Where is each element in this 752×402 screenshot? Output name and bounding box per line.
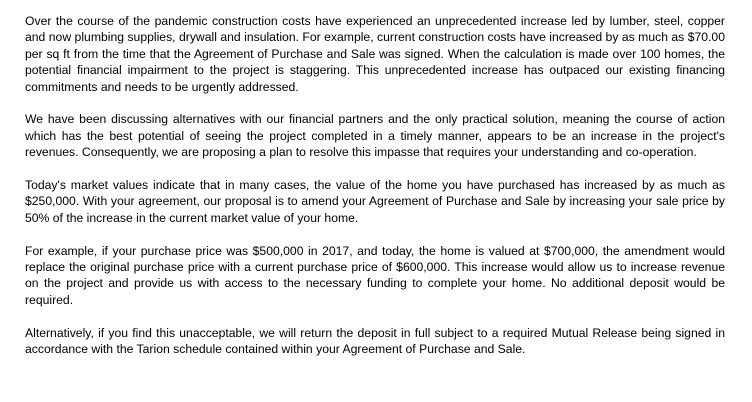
- paragraph-market-values: Today's market values indicate that in many cases, the value of the home you have purchased has increased by as much as $250,000. With your agreement, our proposal is to amend your Agreement of Purchase and Sale by increasing your sale price by 50% of the increase in the current market value of your home.: [25, 178, 725, 225]
- paragraph-alternative: Alternatively, if you find this unacceptable, we will return the deposit in full subject to a required Mutual Release being signed in accordance with the Tarion schedule contained within your Agreement of Purchase and Sale.: [25, 325, 725, 357]
- paragraph-financial-alternatives: We have been discussing alternatives with our financial partners and the only practical solution, meaning the course of action which has the best potential of seeing the project completed in a timely manner, appears to be an increase in the project's revenues. Consequently, we are proposing a plan to resolve this impasse that requires your understanding and co-operation.: [25, 112, 725, 160]
- paragraph-example: For example, if your purchase price was $500,000 in 2017, and today, the home is valued at $700,000, the amendment would replace the original purchase price with a current purchase price of $600,000. This increase would allow us to increase revenue on the project and provide us with access to the necessary funding to complete your home. No additional deposit would be required.: [25, 243, 725, 307]
- document-page: [25, 13, 725, 374]
- paragraph-construction-costs: Over the course of the pandemic construction costs have experienced an unprecedented increase led by lumber, steel, copper and now plumbing supplies, drywall and insulation. For example, current construction costs have increased by as much as $70.00 per sq ft from the time that the Agreement of Purchase and Sale was signed. When the calculation is made over 100 homes, the potential financial impairment to the project is staggering. This unprecedented increase has outpaced our existing financing commitments and needs to be urgently addressed.: [25, 14, 725, 94]
